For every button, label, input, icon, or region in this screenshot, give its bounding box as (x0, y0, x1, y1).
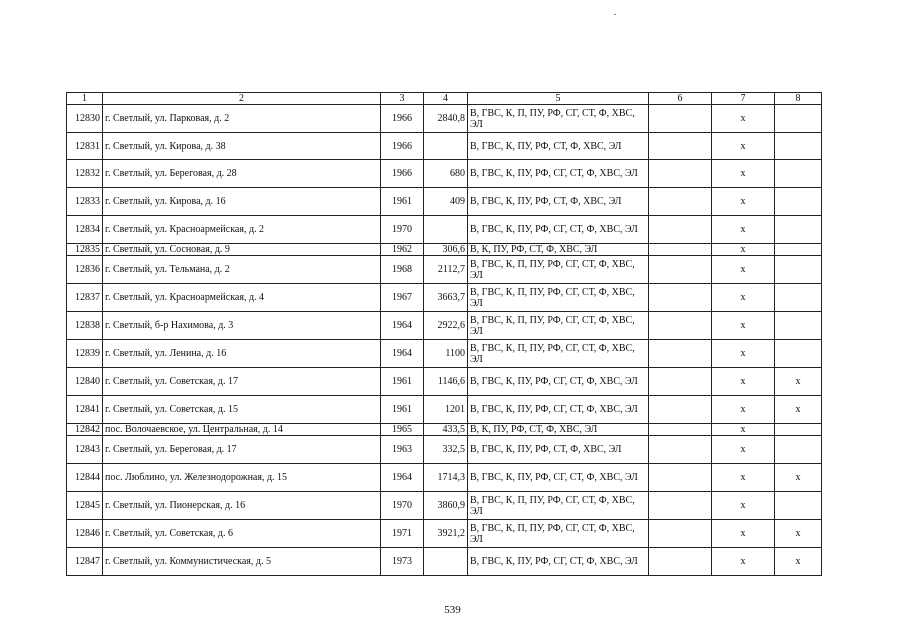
row-number: 12837 (67, 284, 103, 312)
row-col8-mark (775, 340, 822, 368)
row-address: г. Светлый, ул. Советская, д. 17 (103, 368, 381, 396)
row-col8-mark (775, 216, 822, 244)
row-services: В, ГВС, К, ПУ, РФ, СГ, СТ, Ф, ХВС, ЭЛ (468, 548, 649, 576)
row-address: г. Светлый, ул. Коммунистическая, д. 5 (103, 548, 381, 576)
header-row (67, 93, 822, 105)
header-col-8: 8 (775, 93, 822, 105)
row-number: 12841 (67, 396, 103, 424)
table-row (67, 436, 822, 464)
row-area: 1100 (424, 340, 468, 368)
row-col7-mark: х (712, 256, 775, 284)
row-col6 (649, 133, 712, 160)
row-col8-mark (775, 105, 822, 133)
header-col-3: 3 (381, 93, 424, 105)
table-body (67, 105, 822, 576)
row-year: 1965 (381, 424, 424, 436)
row-year: 1971 (381, 520, 424, 548)
row-number: 12842 (67, 424, 103, 436)
row-year: 1970 (381, 492, 424, 520)
table-row (67, 256, 822, 284)
row-year: 1961 (381, 368, 424, 396)
row-col7-mark: х (712, 424, 775, 436)
row-area: 2840,8 (424, 105, 468, 133)
row-area (424, 548, 468, 576)
row-year: 1966 (381, 160, 424, 188)
row-col7-mark: х (712, 520, 775, 548)
row-address: г. Светлый, б-р Нахимова, д. 3 (103, 312, 381, 340)
row-address: г. Светлый, ул. Красноармейская, д. 2 (103, 216, 381, 244)
row-col8-mark (775, 256, 822, 284)
row-services: В, К, ПУ, РФ, СТ, Ф, ХВС, ЭЛ (468, 424, 649, 436)
row-area: 332,5 (424, 436, 468, 464)
row-area: 1714,3 (424, 464, 468, 492)
row-col6 (649, 436, 712, 464)
row-address: г. Светлый, ул. Пионерская, д. 16 (103, 492, 381, 520)
row-number: 12831 (67, 133, 103, 160)
row-col8-mark (775, 436, 822, 464)
row-col7-mark: х (712, 284, 775, 312)
row-area: 433,5 (424, 424, 468, 436)
row-col8-mark (775, 312, 822, 340)
housing-register-table (66, 92, 822, 576)
row-area: 409 (424, 188, 468, 216)
row-year: 1966 (381, 105, 424, 133)
row-col6 (649, 160, 712, 188)
row-address: г. Светлый, ул. Кирова, д. 38 (103, 133, 381, 160)
row-col7-mark: х (712, 244, 775, 256)
table-row (67, 424, 822, 436)
row-year: 1970 (381, 216, 424, 244)
row-col8-mark (775, 188, 822, 216)
row-address: г. Светлый, ул. Береговая, д. 28 (103, 160, 381, 188)
row-area: 1201 (424, 396, 468, 424)
header-col-6: 6 (649, 93, 712, 105)
row-area (424, 133, 468, 160)
table-row (67, 396, 822, 424)
row-number: 12834 (67, 216, 103, 244)
row-address: г. Светлый, ул. Ленина, д. 16 (103, 340, 381, 368)
row-col7-mark: х (712, 105, 775, 133)
row-address: г. Светлый, ул. Кирова, д. 16 (103, 188, 381, 216)
row-col8-mark (775, 133, 822, 160)
header-col-7: 7 (712, 93, 775, 105)
row-area: 3860,9 (424, 492, 468, 520)
row-number: 12836 (67, 256, 103, 284)
row-col8-mark: х (775, 520, 822, 548)
row-year: 1973 (381, 548, 424, 576)
row-col7-mark: х (712, 340, 775, 368)
row-col7-mark: х (712, 368, 775, 396)
row-col7-mark: х (712, 216, 775, 244)
table-row (67, 464, 822, 492)
row-services: В, ГВС, К, П, ПУ, РФ, СГ, СТ, Ф, ХВС, ЭЛ (468, 284, 649, 312)
row-services: В, ГВС, К, ПУ, РФ, СГ, СТ, Ф, ХВС, ЭЛ (468, 396, 649, 424)
row-number: 12840 (67, 368, 103, 396)
row-services: В, ГВС, К, П, ПУ, РФ, СГ, СТ, Ф, ХВС, ЭЛ (468, 312, 649, 340)
row-services: В, ГВС, К, П, ПУ, РФ, СГ, СТ, Ф, ХВС, ЭЛ (468, 105, 649, 133)
row-services: В, ГВС, К, ПУ, РФ, СГ, СТ, Ф, ХВС, ЭЛ (468, 216, 649, 244)
row-number: 12833 (67, 188, 103, 216)
row-area: 680 (424, 160, 468, 188)
row-year: 1964 (381, 312, 424, 340)
header-col-2: 2 (103, 93, 381, 105)
row-col6 (649, 464, 712, 492)
row-number: 12847 (67, 548, 103, 576)
row-services: В, ГВС, К, ПУ, РФ, СТ, Ф, ХВС, ЭЛ (468, 436, 649, 464)
row-year: 1961 (381, 188, 424, 216)
row-col6 (649, 424, 712, 436)
row-col7-mark: х (712, 188, 775, 216)
row-services: В, К, ПУ, РФ, СТ, Ф, ХВС, ЭЛ (468, 244, 649, 256)
row-year: 1964 (381, 464, 424, 492)
table-row (67, 160, 822, 188)
row-col6 (649, 368, 712, 396)
row-col7-mark: х (712, 548, 775, 576)
row-address: г. Светлый, ул. Парковая, д. 2 (103, 105, 381, 133)
table-row (67, 340, 822, 368)
row-number: 12846 (67, 520, 103, 548)
table-row (67, 520, 822, 548)
row-address: пос. Волочаевское, ул. Центральная, д. 14 (103, 424, 381, 436)
row-col7-mark: х (712, 312, 775, 340)
scan-speck (614, 14, 616, 15)
table-row (67, 105, 822, 133)
row-services: В, ГВС, К, ПУ, РФ, СГ, СТ, Ф, ХВС, ЭЛ (468, 464, 649, 492)
row-services: В, ГВС, К, П, ПУ, РФ, СГ, СТ, Ф, ХВС, ЭЛ (468, 340, 649, 368)
row-col6 (649, 340, 712, 368)
row-col7-mark: х (712, 436, 775, 464)
row-col6 (649, 396, 712, 424)
row-services: В, ГВС, К, П, ПУ, РФ, СГ, СТ, Ф, ХВС, ЭЛ (468, 492, 649, 520)
table-row (67, 312, 822, 340)
row-year: 1968 (381, 256, 424, 284)
row-number: 12844 (67, 464, 103, 492)
row-address: г. Светлый, ул. Тельмана, д. 2 (103, 256, 381, 284)
header-col-5: 5 (468, 93, 649, 105)
row-col6 (649, 188, 712, 216)
row-col6 (649, 244, 712, 256)
row-address: г. Светлый, ул. Береговая, д. 17 (103, 436, 381, 464)
row-number: 12835 (67, 244, 103, 256)
row-address: г. Светлый, ул. Советская, д. 15 (103, 396, 381, 424)
row-year: 1967 (381, 284, 424, 312)
header-col-4: 4 (424, 93, 468, 105)
row-number: 12832 (67, 160, 103, 188)
row-address: г. Светлый, ул. Красноармейская, д. 4 (103, 284, 381, 312)
row-area: 3921,2 (424, 520, 468, 548)
row-col8-mark (775, 284, 822, 312)
row-col8-mark: х (775, 548, 822, 576)
row-area: 1146,6 (424, 368, 468, 396)
page-number: 539 (444, 604, 461, 616)
table-row (67, 492, 822, 520)
row-year: 1966 (381, 133, 424, 160)
row-services: В, ГВС, К, ПУ, РФ, СГ, СТ, Ф, ХВС, ЭЛ (468, 160, 649, 188)
row-col8-mark (775, 244, 822, 256)
row-col8-mark: х (775, 396, 822, 424)
row-col6 (649, 520, 712, 548)
row-col6 (649, 105, 712, 133)
row-number: 12838 (67, 312, 103, 340)
row-services: В, ГВС, К, П, ПУ, РФ, СГ, СТ, Ф, ХВС, ЭЛ (468, 520, 649, 548)
row-services: В, ГВС, К, ПУ, РФ, СГ, СТ, Ф, ХВС, ЭЛ (468, 368, 649, 396)
row-number: 12843 (67, 436, 103, 464)
table-row (67, 244, 822, 256)
row-col7-mark: х (712, 160, 775, 188)
table-row (67, 216, 822, 244)
row-col8-mark (775, 492, 822, 520)
row-col8-mark (775, 424, 822, 436)
row-col8-mark: х (775, 368, 822, 396)
row-year: 1963 (381, 436, 424, 464)
row-year: 1961 (381, 396, 424, 424)
row-col7-mark: х (712, 133, 775, 160)
row-year: 1962 (381, 244, 424, 256)
row-address: г. Светлый, ул. Сосновая, д. 9 (103, 244, 381, 256)
row-col6 (649, 492, 712, 520)
row-area: 2922,6 (424, 312, 468, 340)
row-col6 (649, 216, 712, 244)
header-col-1: 1 (67, 93, 103, 105)
row-area: 3663,7 (424, 284, 468, 312)
row-col6 (649, 256, 712, 284)
row-col8-mark (775, 160, 822, 188)
row-col7-mark: х (712, 492, 775, 520)
row-number: 12830 (67, 105, 103, 133)
row-services: В, ГВС, К, ПУ, РФ, СТ, Ф, ХВС, ЭЛ (468, 188, 649, 216)
row-services: В, ГВС, К, П, ПУ, РФ, СГ, СТ, Ф, ХВС, ЭЛ (468, 256, 649, 284)
row-col7-mark: х (712, 464, 775, 492)
row-col8-mark: х (775, 464, 822, 492)
row-address: пос. Люблино, ул. Железнодорожная, д. 15 (103, 464, 381, 492)
row-number: 12839 (67, 340, 103, 368)
row-services: В, ГВС, К, ПУ, РФ, СТ, Ф, ХВС, ЭЛ (468, 133, 649, 160)
row-col6 (649, 312, 712, 340)
row-year: 1964 (381, 340, 424, 368)
row-address: г. Светлый, ул. Советская, д. 6 (103, 520, 381, 548)
row-area: 2112,7 (424, 256, 468, 284)
row-area (424, 216, 468, 244)
row-col6 (649, 548, 712, 576)
table-row (67, 368, 822, 396)
row-col6 (649, 284, 712, 312)
table-row (67, 548, 822, 576)
row-number: 12845 (67, 492, 103, 520)
table-row (67, 133, 822, 160)
row-area: 306,6 (424, 244, 468, 256)
row-col7-mark: х (712, 396, 775, 424)
table-row (67, 284, 822, 312)
table-row (67, 188, 822, 216)
